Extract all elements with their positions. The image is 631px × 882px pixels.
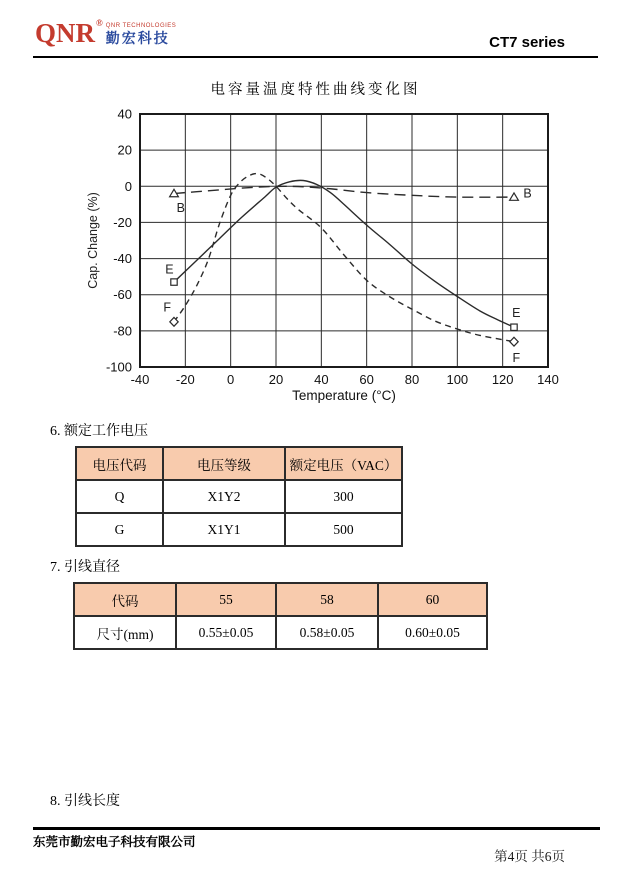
svg-text:40: 40 [117,106,132,122]
svg-text:B: B [523,186,532,201]
lead-diameter-table [73,582,488,650]
column-header: 电压等级 [163,447,285,480]
logo-qnr-text: QNR [35,18,95,48]
logo-text-column [106,23,177,47]
svg-text:-20: -20 [175,372,195,387]
section-7-heading: 7. 引线直径 [50,560,120,575]
table-cell: G [76,513,163,546]
table-cell: 0.55±0.05 [176,616,276,649]
table-header-row [76,447,402,480]
table-row [74,616,487,649]
section-6-heading: 6. 额定工作电压 [50,424,148,439]
svg-text:E: E [165,262,174,277]
svg-text:-40: -40 [130,372,150,387]
svg-text:B: B [176,200,185,215]
svg-text:-40: -40 [113,251,132,267]
svg-text:-80: -80 [113,323,132,339]
table-cell: X1Y1 [163,513,285,546]
column-header: 代码 [74,583,176,616]
svg-text:80: 80 [404,372,420,387]
page-header [33,0,598,58]
svg-text:-60: -60 [113,287,132,303]
svg-text:F: F [163,300,172,315]
table-row [76,513,402,546]
column-header: 60 [378,583,487,616]
table-cell: 尺寸(mm) [74,616,176,649]
chart-title: 电容量温度特性曲线变化图 [210,82,421,98]
svg-text:40: 40 [314,372,329,387]
svg-text:0: 0 [124,178,132,194]
svg-text:Cap. Change (%): Cap. Change (%) [86,192,100,289]
page-number: 第4页 共6页 [494,849,565,864]
table-cell: Q [76,480,163,513]
table-cell: 300 [285,480,402,513]
logo-chinese-name: 勤宏科技 [105,30,170,46]
series-label: CT7 series [489,34,565,51]
table-row [76,480,402,513]
column-header: 55 [176,583,276,616]
cap-temp-chart-svg [78,104,578,409]
table-cell: X1Y2 [163,480,285,513]
column-header: 电压代码 [76,447,163,480]
table-cell: 0.60±0.05 [378,616,487,649]
table-cell: 0.58±0.05 [276,616,378,649]
footer-company-name: 东莞市勤宏电子科技有限公司 [33,835,196,849]
svg-text:-100: -100 [105,359,132,375]
svg-text:Temperature (°C): Temperature (°C) [292,388,396,403]
svg-text:60: 60 [359,372,374,387]
column-header: 额定电压（VAC） [285,447,402,480]
svg-text:140: 140 [537,372,559,387]
column-header: 58 [276,583,378,616]
cap-temp-chart [78,104,578,409]
logo-tagline: QNR TECHNOLOGIES [105,23,177,29]
rated-voltage-table [75,446,403,547]
footer-divider [33,827,600,830]
svg-text:E: E [512,305,521,320]
table-header-row [74,583,487,616]
svg-text:100: 100 [446,372,469,387]
svg-text:-20: -20 [113,214,132,230]
svg-text:F: F [512,350,521,365]
svg-text:20: 20 [117,142,132,158]
svg-text:20: 20 [268,372,284,387]
svg-text:0: 0 [227,372,235,387]
section-8-heading: 8. 引线长度 [50,794,120,809]
table-cell: 500 [285,513,402,546]
svg-text:120: 120 [491,372,514,387]
registered-mark-icon: ® [96,18,103,28]
company-logo [35,18,176,48]
